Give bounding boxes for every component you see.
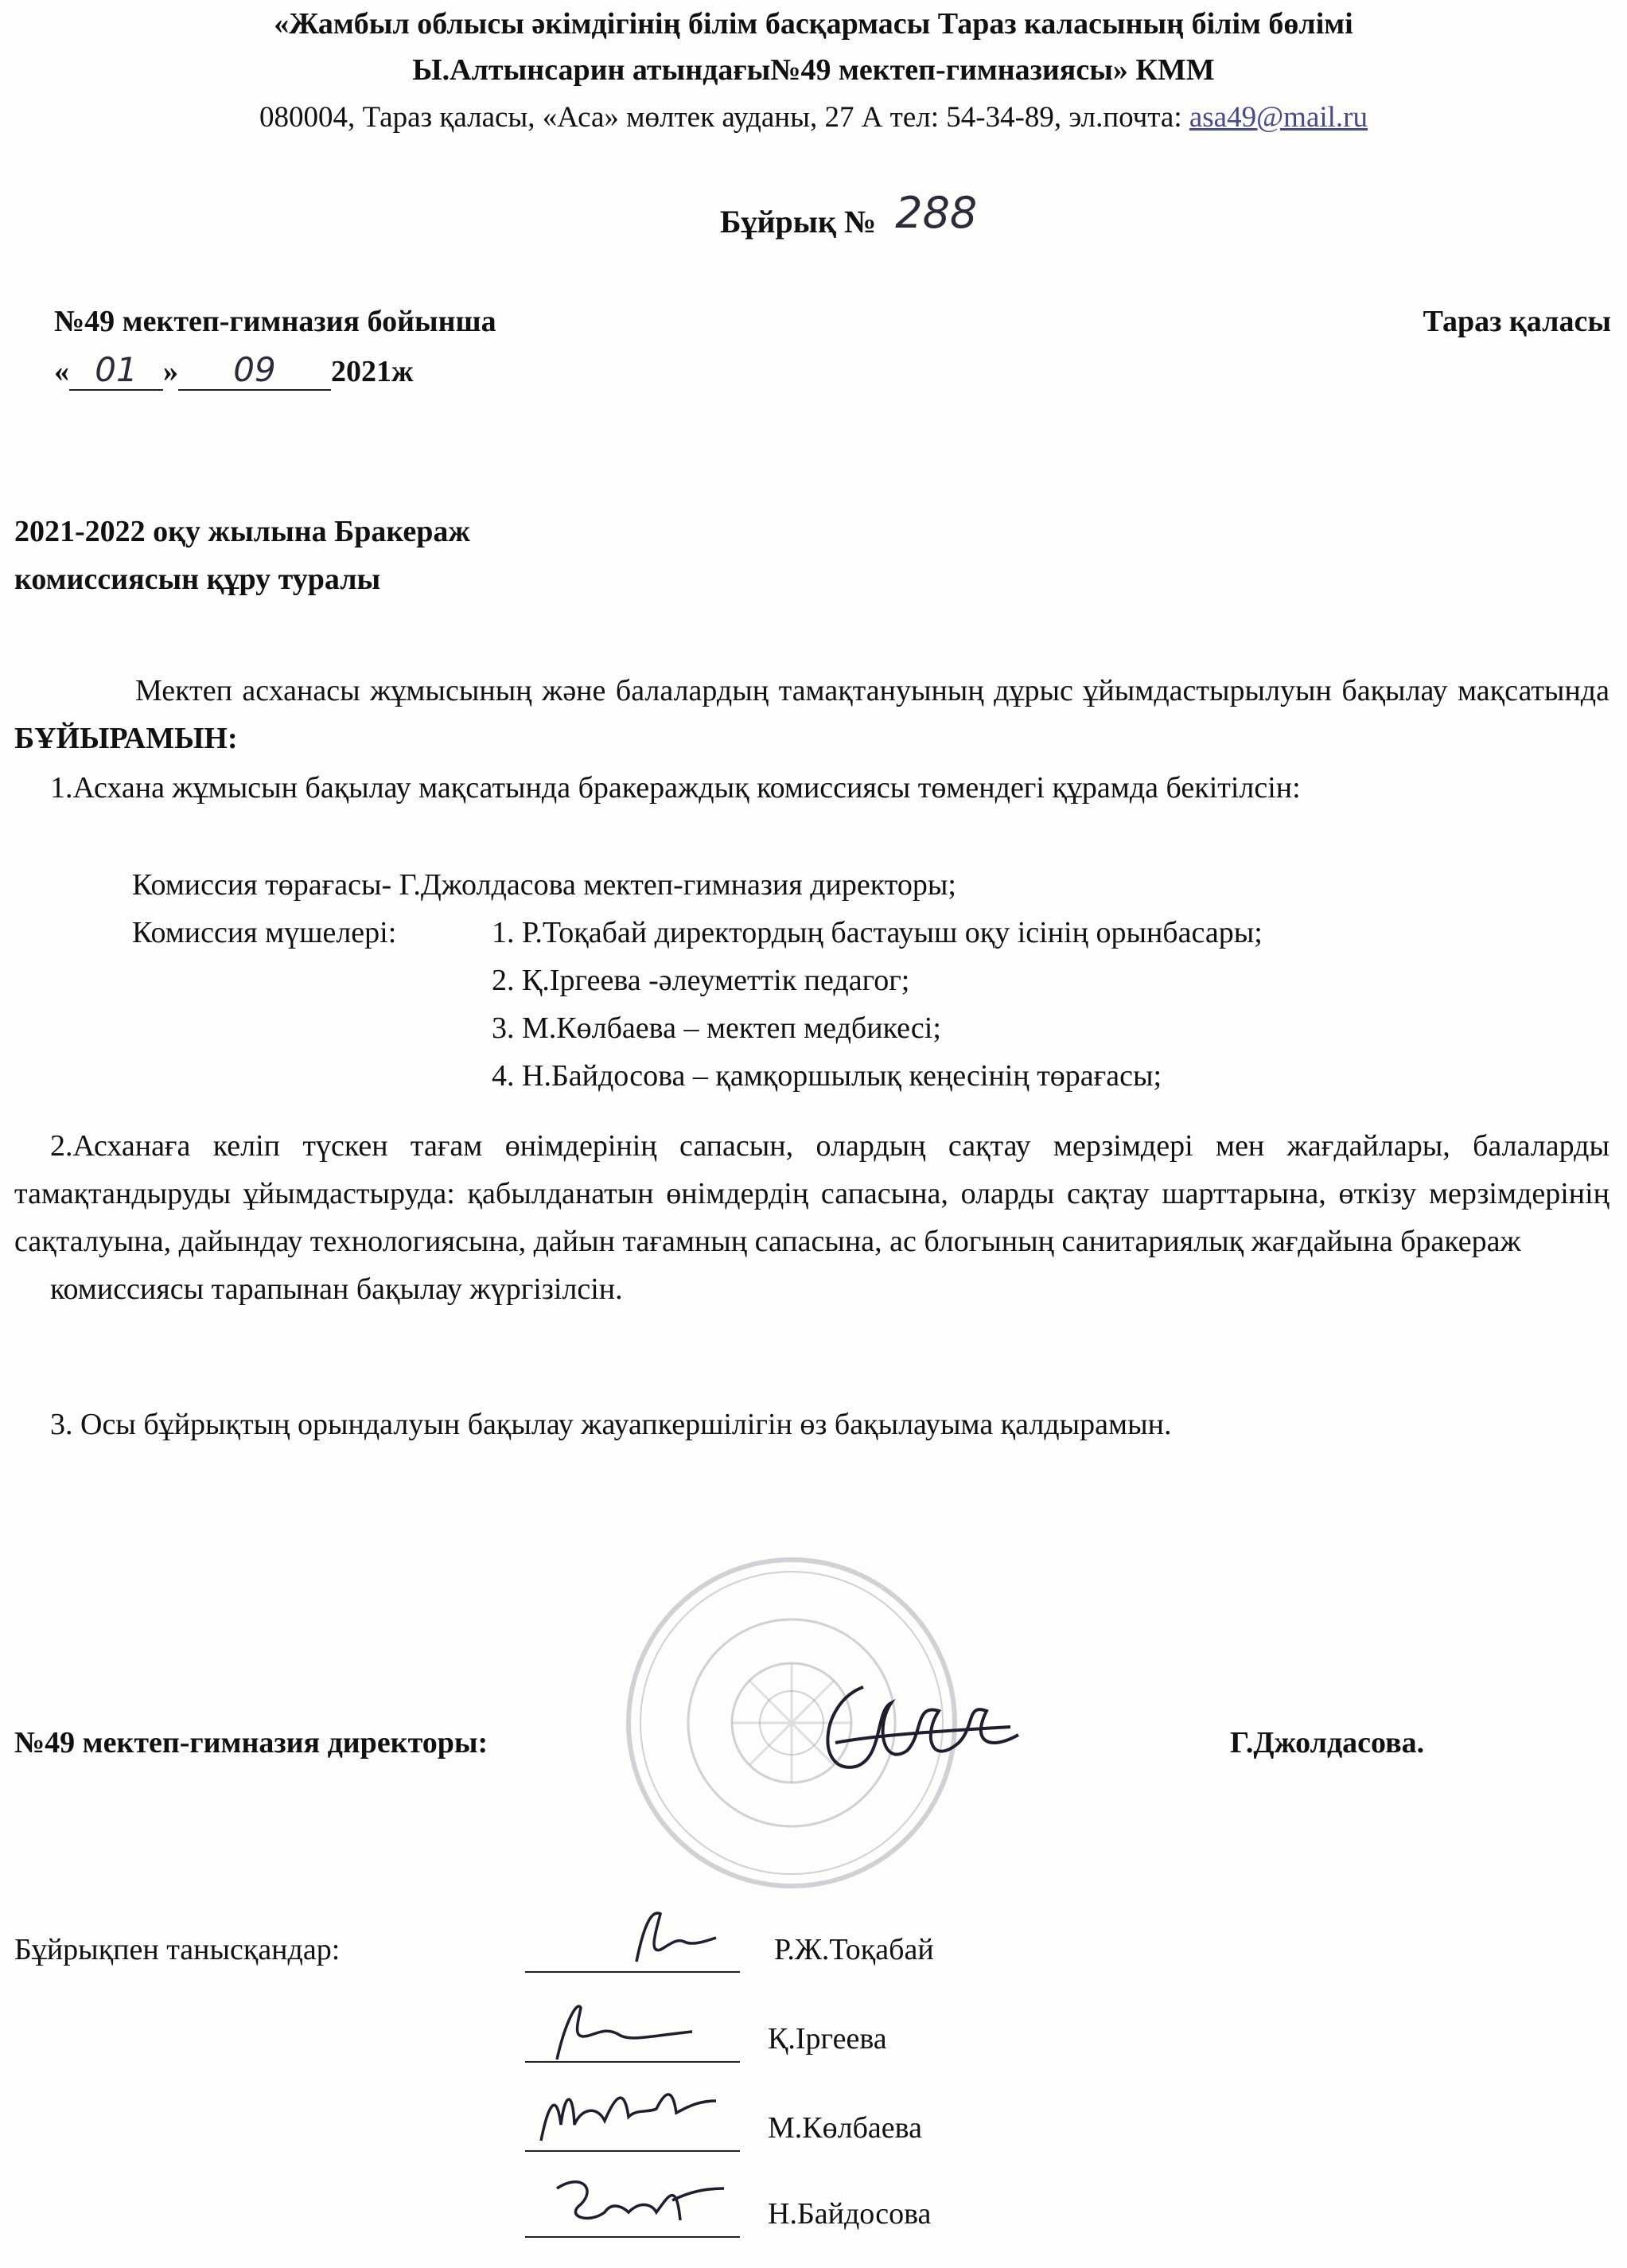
order-school: №49 мектеп-гимназия бойынша [54,305,496,338]
acquainted-name-1: Р.Ж.Тоқабай [774,1933,934,1966]
signature-line-4 [525,2195,740,2238]
item-2-paragraph [14,1122,1609,1313]
members-label: Комиссия мүшелері: [132,916,397,949]
order-heading [720,188,978,243]
item-3-paragraph: 3. Осы бұйрықтың орындалуын бақылау жауапкершілігін өз бақылауыма қалдырамын. [50,1408,1172,1441]
director-signature-icon [788,1655,1026,1783]
org-address [0,100,1627,134]
intro-paragraph [14,667,1609,762]
acquainted-name-4: Н.Байдосова [768,2197,932,2231]
signature-icon-2 [533,1992,700,2063]
item-2-last-line: комиссиясы тарапынан бақылау жүргізілсін. [50,1272,623,1306]
date-close-quote: » [163,355,178,388]
acquainted-name-2: Қ.Іргеева [768,2022,887,2056]
address-text: 080004, Тараз қаласы, «Аса» мөлтек ауданы, 27 А тел: 54-34-89, эл.почта: [259,101,1189,134]
signature-line-2 [525,2020,740,2063]
subject-line2: комиссиясын құру туралы [14,563,381,596]
item-2-text: 2.Асханаға келіп түскен тағам өнімдерінің сапасын, олардың сақтау мерзімдері мен жағдайлары, балаларды тамақтандыруды ұйымдастыруда: қабылданатын өнімдердің сапасына, оларды сақтау шарттарына, өткізу мерзімдерінің сақталуына, дайындау технологиясына, дайын тағамның сапасына, ас блогының санитариялық жағдайына бракераж [14,1129,1609,1258]
signature-icon-1 [573,1906,724,1974]
order-number: 288 [895,188,978,238]
signature-icon-3 [525,2077,732,2153]
date-open-quote: « [54,355,69,388]
date-month: 09 [178,350,331,391]
order-city: Тараз қаласы [1423,305,1611,338]
signature-line-3 [525,2109,740,2152]
member-1: 1. Р.Тоқабай директордың бастауыш оқу ісінің орынбасары; [492,916,1263,949]
subject-line1: 2021-2022 оқу жылына Бракераж [14,515,470,548]
date-year: 2021ж [331,355,414,388]
date-day: 01 [69,350,163,391]
commission-chair: Комиссия төрағасы- Г.Джолдасова мектеп-гимназия директоры; [132,868,956,902]
member-2: 2. Қ.Іргеева -әлеуметтік педагог; [492,964,910,997]
director-name: Г.Джолдасова. [1230,1726,1425,1759]
org-header-line2: Ы.Алтынсарин атындағы№49 мектеп-гимназиясы» КММ [412,53,1215,87]
item-1-paragraph: 1.Асхана жұмысын бақылау мақсатында бракераждық комиссиясы төмендегі құрамда бекітілсін: [50,771,1301,805]
order-label: Бұйрық № [720,204,877,240]
member-4: 4. Н.Байдосова – қамқоршылық кеңесінің төрағасы; [492,1059,1162,1093]
email-link[interactable]: asa49@mail.ru [1189,101,1368,134]
member-3: 3. М.Көлбаева – мектеп медбикесі; [492,1011,941,1045]
intro-text: Мектеп асханасы жұмысының және балалардың тамақтануының дұрыс ұйымдастырылуын бақылау мақсатында [135,674,1609,707]
org-header-line1: «Жамбыл облысы әкімдігінің білім басқармасы Тараз каласының білім бөлімі [274,7,1353,41]
acquainted-label: Бұйрықпен танысқандар: [14,1933,341,1966]
acquainted-name-3: М.Көлбаева [768,2111,922,2145]
signature-icon-4 [533,2165,732,2240]
intro-order-word: БҰЙЫРАМЫН: [14,722,238,755]
order-date [54,350,414,391]
signature-line-1 [525,1930,740,1973]
director-title: №49 мектеп-гимназия директоры: [14,1726,488,1759]
